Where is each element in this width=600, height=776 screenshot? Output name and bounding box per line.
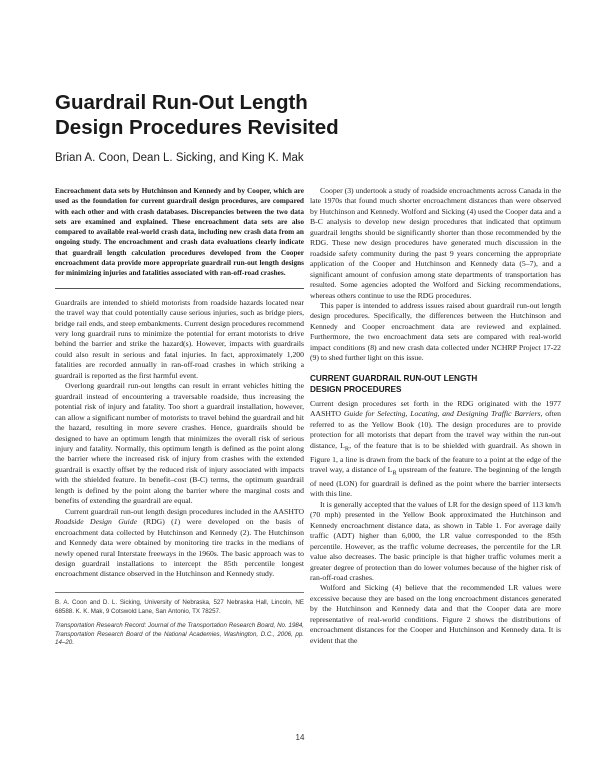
body-paragraph-3: Current guardrail run-out length design procedures included in the AASHTO Roadside Design Guide (RDG) (1) were developed on the basis of encroachment data collected by Hutchinson and Kennedy (2). The Hutchinson and Kennedy data were obtained by monitoring tire tracks in the medians of newly opened rural Interstate freeways in the 1960s. The basic approach was to design guardrail installations to intercept the 85th percentile longest encroachment distance observed in the Hutchinson and Kennedy study. (55, 506, 304, 579)
right-column (310, 186, 561, 646)
body-paragraph-1: Guardrails are intended to shield motorists from roadside hazards located near the travel way that could potentially cause serious injuries, such as bridge piers, bridge rail ends, and steep embankments. Current design procedures recommend very long guardrail runs to minimize the potential for errant motorists to drive behind the barrier and strike the hazard(s). However, impacts with guardrails could also result in serious and fatal injuries. In fact, approximately 1,200 fatalities are recorded annually in ran-off-road crashes in which striking a guardrail is reported as the first harmful event. (55, 297, 304, 380)
abstract-divider (55, 288, 304, 289)
paper-title (55, 90, 535, 140)
author-list: Brian A. Coon, Dean L. Sicking, and King K. Mak (55, 152, 304, 164)
body-paragraph-7: It is generally accepted that the values of LR for the design speed of 113 km/h (70 mph) presented in the Yellow Book approximated the Hutchinson and Kennedy encroachment distance data, as shown in Table 1. For average daily traffic (ADT) higher than 6,000, the LR value corresponded to the 85th percentile. However, as the traffic volume decreases, the percentile for the LR value also decreases. The basic principle is that higher traffic volumes merit a greater degree of protection than do lower volumes because of the higher risk of ran-off-road crashes. (310, 499, 561, 583)
citation-footnote: Transportation Research Record: Journal of the Transportation Research Board, No. 1984, Transportation Research Board of the National Academies, Washington, D.C., 2006, pp. 14–20. (55, 622, 304, 647)
footnote-divider (55, 592, 304, 593)
body-paragraph-8: Wolford and Sicking (4) believe that the recommended LR values were excessive because they are based on the long encroachment distances generated by the Hutchinson and Kennedy data and that the Cooper data are more representative of real-world conditions. Figure 2 shows the distributions of encroachment distances for the Cooper and Hutchinson and Kennedy data. It is evident that the (310, 583, 561, 645)
section-heading (310, 373, 561, 395)
section-heading-line-1: CURRENT GUARDRAIL RUN-OUT LENGTH (310, 373, 478, 383)
body-paragraph-6: Current design procedures set forth in the RDG originated with the 1977 AASHTO Guide for Selecting, Locating, and Designing Traffic Barriers, often referred to as the Yellow Book (10). The design procedures are to provide protection for all motorists that depart from the travel way within the run-out distance, $L_R$, of the feature that is to be shielded with guardrail. As shown in Figure 1, a line is drawn from the back of the feature to a point at the edge of the travel way, a distance of $L_R$ upstream of the feature. The beginning of the length of need (LON) for guardrail is defined as the point where the barrier intersects with this line. (310, 398, 561, 499)
title-line-1: Guardrail Run-Out Length (55, 91, 308, 114)
title-line-2: Design Procedures Revisited (55, 116, 339, 139)
body-paragraph-5: This paper is intended to address issues raised about guardrail run-out length design procedures. Specifically, the differences between the Hutchinson and Kennedy and Cooper encroachment data are reviewed and explained. Furthermore, the two encroachment data sets are compared with real-world impact conditions (8) and new crash data collected under NCHRP Project 17-22 (9) to shed further light on this issue. (310, 300, 561, 363)
body-paragraph-2: Overlong guardrail run-out lengths can result in errant vehicles hitting the guardrail instead of encountering a traversable roadside, thus increasing the potential risk of injury and fatality. Too short a guardrail installation, however, can allow a significant number of motorists to travel behind the guardrail and hit the hazard, resulting in more severe crashes. Hence, guardrails should be designed to have an optimum length that minimizes the overall risk of serious injury and fatality. Normally, this optimum length is defined as the point along the barrier where the increased risk of injury from crashes with the extended guardrail is exactly offset by the reduced risk of injury associated with impacts with the shielded feature. In benefit–cost (B-C) terms, the optimum guardrail length is defined by the point along the barrier where the marginal costs and benefits of extending the guardrail are equal. (55, 381, 304, 506)
section-heading-line-2: DESIGN PROCEDURES (310, 384, 402, 394)
abstract: Encroachment data sets by Hutchinson and Kennedy and by Cooper, which are used as the foundation for current guardrail design procedures, are compared with each other and with crash databases. Discrepancies between the two data sets are examined and explained. These encroachment data sets are also compared to available real-world crash data, including new crash data from an ongoing study. The encroachment and crash data evaluations clearly indicate that guardrail length calculation procedures developed from the Cooper encroachment data provide more appropriate guardrail run-out length designs for minimizing injuries and fatalities associated with ran-off-road crashes. (55, 186, 304, 278)
left-column (55, 186, 304, 648)
page-number: 14 (295, 733, 305, 742)
author-affiliation-footnote: B. A. Coon and D. L. Sicking, University of Nebraska, 527 Nebraska Hall, Lincoln, NE 68588. K. K. Mak, 9 Cotswold Lane, San Antonio, TX 78257. (55, 598, 304, 615)
body-paragraph-4: Cooper (3) undertook a study of roadside encroachments across Canada in the late 1970s that found much shorter encroachment distances than were observed by Hutchinson and Kennedy. Wolford and Sicking (4) used the Cooper data and a B-C analysis to develop new design procedures that indicated that optimum guardrail lengths should be significantly shorter than those recommended by the RDG. These new design procedures have generated much discussion in the roadside safety community during the past 9 years concerning the appropriate application of the Cooper and Hutchinson and Kennedy data (5–7), and a significant amount of confusion among state departments of transportation has resulted. Some agencies adopted the Wolford and Sicking recommendations, whereas others continue to use the RDG procedures. (310, 186, 561, 300)
